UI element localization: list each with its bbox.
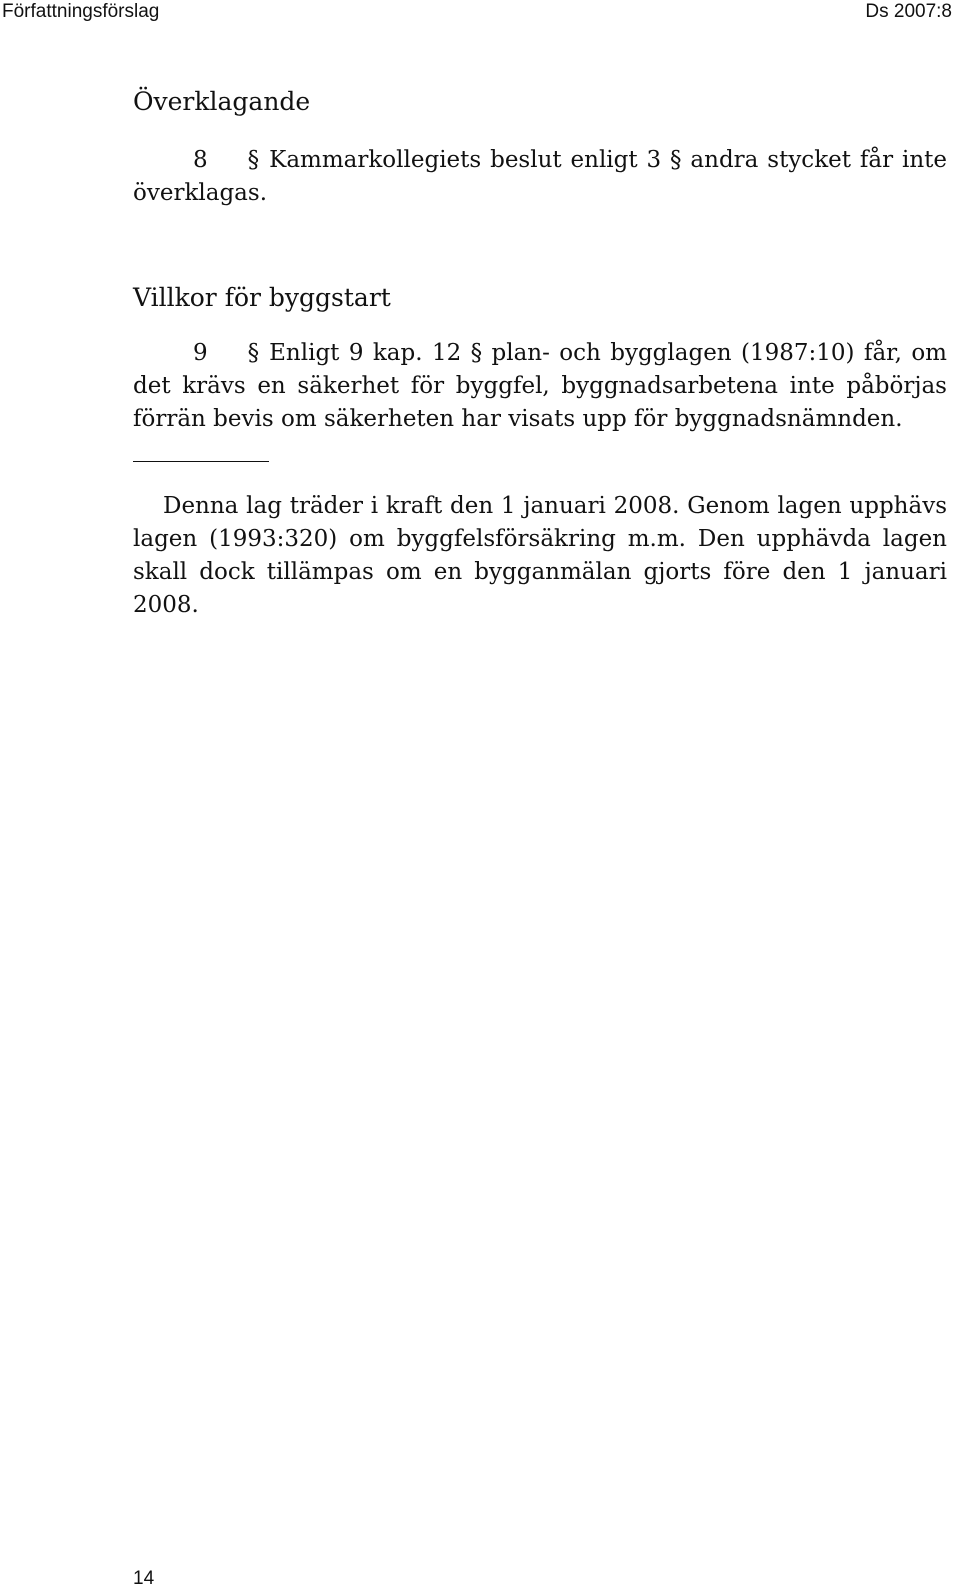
- transitional-provisions: Denna lag träder i kraft den 1 januari 2008. Genom lagen upphävs lagen (1993:320) om byggfelsförsäkring m.m. Den upphävda lagen skall dock tillämpas om en bygganmälan gjorts före den 1 januari 2008.: [133, 493, 947, 618]
- running-header-title: Författningsförslag: [2, 1, 160, 22]
- separator-rule: [133, 461, 269, 462]
- paragraph-8: [133, 144, 947, 210]
- page-number: 14: [133, 1568, 155, 1589]
- paragraph-text: Kammarkollegiets beslut enligt 3 § andra stycket får inte överklagas.: [133, 147, 947, 206]
- paragraph-9: [133, 337, 947, 436]
- running-header: [0, 0, 960, 26]
- section-sign: §: [247, 340, 260, 366]
- document-reference: Ds 2007:8: [865, 1, 952, 22]
- section-heading-villkor-for-byggstart: Villkor för byggstart: [133, 283, 391, 312]
- section-sign: §: [247, 147, 260, 173]
- paragraph-number: 9: [193, 340, 208, 366]
- paragraph-text: Enligt 9 kap. 12 § plan- och bygglagen (1987:10) får, om det krävs en säkerhet för byggfel, byggnadsarbetena inte påbörjas förrän bevis om säkerheten har visats upp för byggnadsnämnden.: [133, 340, 947, 432]
- section-heading-overklagande: Överklagande: [133, 87, 311, 116]
- paragraph-number: 8: [193, 147, 208, 173]
